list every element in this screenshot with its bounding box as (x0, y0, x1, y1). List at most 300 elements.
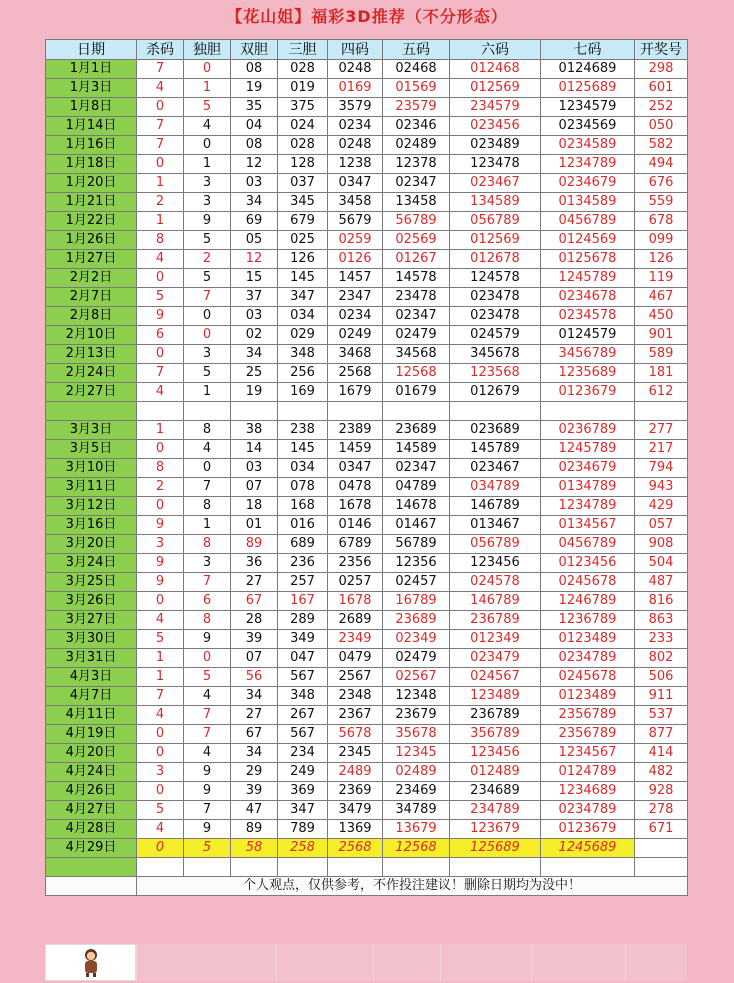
value-cell: 23478 (383, 288, 450, 307)
value-cell: 012468 (450, 60, 541, 79)
table-row (46, 440, 688, 459)
value-cell: 1 (137, 668, 184, 687)
value-cell: 2356789 (541, 706, 635, 725)
value-cell: 537 (635, 706, 688, 725)
table-row (46, 155, 688, 174)
value-cell: 0 (137, 269, 184, 288)
value-cell: 2 (137, 478, 184, 497)
value-cell: 1234567 (541, 744, 635, 763)
value-cell: 0146 (328, 516, 383, 535)
value-cell (278, 402, 328, 421)
value-cell: 02479 (383, 326, 450, 345)
value-cell: 504 (635, 554, 688, 573)
value-cell: 559 (635, 193, 688, 212)
value-cell: 39 (231, 782, 278, 801)
value-cell: 024567 (450, 668, 541, 687)
value-cell: 0478 (328, 478, 383, 497)
value-cell: 236789 (450, 706, 541, 725)
table-row (46, 782, 688, 801)
value-cell: 4 (137, 611, 184, 630)
value-cell: 012569 (450, 79, 541, 98)
value-cell: 2369 (328, 782, 383, 801)
value-cell: 023489 (450, 136, 541, 155)
value-cell: 0479 (328, 649, 383, 668)
value-cell: 0123679 (541, 383, 635, 402)
date-cell: 1月20日 (46, 174, 137, 193)
value-cell: 482 (635, 763, 688, 782)
date-cell: 2月27日 (46, 383, 137, 402)
table-row (46, 250, 688, 269)
value-cell: 12345 (383, 744, 450, 763)
value-cell: 789 (278, 820, 328, 839)
value-cell: 047 (278, 649, 328, 668)
date-cell: 3月20日 (46, 535, 137, 554)
value-cell: 267 (278, 706, 328, 725)
value-cell: 12378 (383, 155, 450, 174)
value-cell: 9 (137, 554, 184, 573)
value-cell: 9 (184, 212, 231, 231)
prediction-cell: 12568 (383, 839, 450, 858)
column-header: 杀码 (137, 40, 184, 60)
value-cell: 56789 (383, 212, 450, 231)
table-row (46, 60, 688, 79)
value-cell: 012489 (450, 763, 541, 782)
value-cell: 025 (278, 231, 328, 250)
value-cell: 23579 (383, 98, 450, 117)
date-cell: 4月11日 (46, 706, 137, 725)
value-cell (541, 402, 635, 421)
date-cell: 3月12日 (46, 497, 137, 516)
value-cell: 0234679 (541, 459, 635, 478)
value-cell: 0 (137, 155, 184, 174)
table-row (46, 573, 688, 592)
value-cell: 024578 (450, 573, 541, 592)
column-header: 五码 (383, 40, 450, 60)
value-cell: 0234678 (541, 288, 635, 307)
value-cell: 467 (635, 288, 688, 307)
value-cell: 236 (278, 554, 328, 573)
value-cell: 1234789 (541, 497, 635, 516)
value-cell: 1 (137, 174, 184, 193)
value-cell: 1457 (328, 269, 383, 288)
value-cell: 123679 (450, 820, 541, 839)
value-cell: 298 (635, 60, 688, 79)
value-cell: 0 (137, 744, 184, 763)
value-cell: 89 (231, 820, 278, 839)
empty-cell (137, 858, 184, 877)
value-cell: 1678 (328, 497, 383, 516)
value-cell: 567 (278, 668, 328, 687)
value-cell: 0 (137, 98, 184, 117)
value-cell: 0234578 (541, 307, 635, 326)
value-cell: 47 (231, 801, 278, 820)
value-cell: 012678 (450, 250, 541, 269)
value-cell: 145 (278, 269, 328, 288)
value-cell: 12348 (383, 687, 450, 706)
value-cell: 5 (137, 288, 184, 307)
prediction-cell: 1245689 (541, 839, 635, 858)
value-cell: 0236789 (541, 421, 635, 440)
value-cell: 582 (635, 136, 688, 155)
value-cell: 27 (231, 573, 278, 592)
value-cell: 0 (137, 592, 184, 611)
value-cell: 0234789 (541, 649, 635, 668)
value-cell: 3 (137, 535, 184, 554)
value-cell: 1234579 (541, 98, 635, 117)
disclaimer-text: 个人观点，仅供参考，不作投注建议！删除日期均为没中！ (137, 877, 688, 896)
value-cell: 028 (278, 60, 328, 79)
value-cell: 013467 (450, 516, 541, 535)
table-row (46, 212, 688, 231)
value-cell: 0126 (328, 250, 383, 269)
table-row (46, 592, 688, 611)
table-row (46, 79, 688, 98)
date-cell: 1月3日 (46, 79, 137, 98)
value-cell: 0248 (328, 136, 383, 155)
value-cell: 494 (635, 155, 688, 174)
date-cell: 4月3日 (46, 668, 137, 687)
value-cell: 145 (278, 440, 328, 459)
table-row (46, 497, 688, 516)
date-cell: 4月29日 (46, 839, 137, 858)
value-cell: 2568 (328, 364, 383, 383)
column-header: 独胆 (184, 40, 231, 60)
value-cell: 07 (231, 478, 278, 497)
value-cell: 2356 (328, 554, 383, 573)
value-cell: 802 (635, 649, 688, 668)
value-cell: 252 (635, 98, 688, 117)
value-cell: 0 (184, 326, 231, 345)
value-cell: 901 (635, 326, 688, 345)
date-cell: 3月26日 (46, 592, 137, 611)
value-cell: 2367 (328, 706, 383, 725)
date-cell: 1月18日 (46, 155, 137, 174)
value-cell: 4 (137, 79, 184, 98)
value-cell: 023467 (450, 174, 541, 193)
value-cell: 12356 (383, 554, 450, 573)
value-cell: 037 (278, 174, 328, 193)
value-cell: 0456789 (541, 212, 635, 231)
value-cell: 3 (184, 345, 231, 364)
value-cell: 0125678 (541, 250, 635, 269)
page-title: 【花山姐】福彩3D推荐（不分形态） (226, 7, 508, 26)
value-cell: 08 (231, 136, 278, 155)
table-row (46, 269, 688, 288)
value-cell: 7 (184, 725, 231, 744)
value-cell: 289 (278, 611, 328, 630)
value-cell: 9 (184, 782, 231, 801)
value-cell: 0 (137, 345, 184, 364)
value-cell: 69 (231, 212, 278, 231)
value-cell: 08 (231, 60, 278, 79)
table-row (46, 117, 688, 136)
value-cell: 02347 (383, 174, 450, 193)
prediction-row (46, 839, 688, 858)
empty-row (46, 858, 688, 877)
prediction-cell (635, 839, 688, 858)
empty-cell (231, 858, 278, 877)
value-cell: 4 (184, 687, 231, 706)
value-cell: 14589 (383, 440, 450, 459)
value-cell: 7 (137, 60, 184, 79)
empty-cell (136, 944, 276, 981)
value-cell: 3579 (328, 98, 383, 117)
value-cell: 233 (635, 630, 688, 649)
value-cell: 057 (635, 516, 688, 535)
value-cell: 612 (635, 383, 688, 402)
empty-cell (276, 944, 373, 981)
date-cell: 2月10日 (46, 326, 137, 345)
table-row (46, 744, 688, 763)
value-cell: 34 (231, 744, 278, 763)
value-cell: 01569 (383, 79, 450, 98)
value-cell (184, 402, 231, 421)
value-cell: 03 (231, 307, 278, 326)
empty-cell (450, 858, 541, 877)
table-row (46, 478, 688, 497)
value-cell: 0124789 (541, 763, 635, 782)
value-cell: 689 (278, 535, 328, 554)
value-cell: 14678 (383, 497, 450, 516)
value-cell: 450 (635, 307, 688, 326)
value-cell: 099 (635, 231, 688, 250)
value-cell: 02479 (383, 649, 450, 668)
empty-cell (531, 944, 625, 981)
value-cell: 0 (184, 307, 231, 326)
value-cell: 217 (635, 440, 688, 459)
value-cell: 16789 (383, 592, 450, 611)
value-cell: 034 (278, 459, 328, 478)
value-cell: 123456 (450, 744, 541, 763)
value-cell: 12 (231, 155, 278, 174)
value-cell: 1 (184, 155, 231, 174)
value-cell: 0234679 (541, 174, 635, 193)
value-cell: 7 (137, 117, 184, 136)
value-cell: 01267 (383, 250, 450, 269)
value-cell: 123489 (450, 687, 541, 706)
table-header-row (46, 40, 688, 60)
value-cell: 0234789 (541, 801, 635, 820)
table-row (46, 193, 688, 212)
value-cell: 9 (184, 820, 231, 839)
value-cell: 877 (635, 725, 688, 744)
value-cell: 2347 (328, 288, 383, 307)
value-cell: 119 (635, 269, 688, 288)
date-cell: 4月19日 (46, 725, 137, 744)
value-cell: 0123489 (541, 687, 635, 706)
value-cell: 23679 (383, 706, 450, 725)
value-cell: 5679 (328, 212, 383, 231)
value-cell: 3 (137, 763, 184, 782)
value-cell: 02489 (383, 136, 450, 155)
value-cell: 0245678 (541, 573, 635, 592)
value-cell: 167 (278, 592, 328, 611)
value-cell: 03 (231, 174, 278, 193)
value-cell: 0234589 (541, 136, 635, 155)
value-cell: 2 (184, 250, 231, 269)
table-row (46, 288, 688, 307)
prediction-cell: 5 (184, 839, 231, 858)
table-row (46, 763, 688, 782)
value-cell (137, 402, 184, 421)
avatar-image (45, 944, 136, 981)
date-cell: 4月20日 (46, 744, 137, 763)
date-cell: 3月30日 (46, 630, 137, 649)
value-cell: 567 (278, 725, 328, 744)
value-cell: 506 (635, 668, 688, 687)
value-cell: 1245789 (541, 269, 635, 288)
value-cell: 39 (231, 630, 278, 649)
value-cell: 023478 (450, 307, 541, 326)
value-cell: 9 (184, 630, 231, 649)
value-cell: 5 (137, 801, 184, 820)
empty-cell (635, 858, 688, 877)
value-cell: 234579 (450, 98, 541, 117)
value-cell: 5 (184, 269, 231, 288)
value-cell: 0234 (328, 307, 383, 326)
column-header: 日期 (46, 40, 137, 60)
value-cell: 02569 (383, 231, 450, 250)
value-cell: 5 (184, 98, 231, 117)
value-cell: 589 (635, 345, 688, 364)
value-cell: 56 (231, 668, 278, 687)
value-cell: 34 (231, 687, 278, 706)
value-cell: 016 (278, 516, 328, 535)
table-row (46, 649, 688, 668)
value-cell: 23469 (383, 782, 450, 801)
value-cell: 34789 (383, 801, 450, 820)
value-cell: 128 (278, 155, 328, 174)
value-cell: 0 (184, 136, 231, 155)
value-cell: 277 (635, 421, 688, 440)
value-cell: 134589 (450, 193, 541, 212)
date-cell: 1月16日 (46, 136, 137, 155)
value-cell: 7 (184, 801, 231, 820)
value-cell: 8 (137, 231, 184, 250)
empty-cell (373, 944, 440, 981)
table-row (46, 611, 688, 630)
value-cell: 050 (635, 117, 688, 136)
value-cell: 234789 (450, 801, 541, 820)
value-cell: 0234 (328, 117, 383, 136)
value-cell: 794 (635, 459, 688, 478)
value-cell: 487 (635, 573, 688, 592)
empty-cell (184, 858, 231, 877)
empty-cell (328, 858, 383, 877)
value-cell: 4 (137, 820, 184, 839)
value-cell: 7 (184, 478, 231, 497)
value-cell: 023456 (450, 117, 541, 136)
value-cell: 278 (635, 801, 688, 820)
value-cell: 19 (231, 79, 278, 98)
value-cell: 2345 (328, 744, 383, 763)
value-cell: 13458 (383, 193, 450, 212)
value-cell: 816 (635, 592, 688, 611)
table-row (46, 706, 688, 725)
value-cell: 0234569 (541, 117, 635, 136)
value-cell: 04 (231, 117, 278, 136)
value-cell: 2349 (328, 630, 383, 649)
date-cell: 3月16日 (46, 516, 137, 535)
bottom-strip (45, 944, 687, 981)
date-cell (46, 877, 137, 896)
value-cell: 5 (184, 231, 231, 250)
table-row (46, 364, 688, 383)
value-cell: 019 (278, 79, 328, 98)
value-cell: 67 (231, 725, 278, 744)
value-cell: 181 (635, 364, 688, 383)
date-cell: 2月8日 (46, 307, 137, 326)
value-cell: 02347 (383, 459, 450, 478)
value-cell: 15 (231, 269, 278, 288)
value-cell: 2689 (328, 611, 383, 630)
value-cell: 05 (231, 231, 278, 250)
value-cell: 34 (231, 345, 278, 364)
value-cell: 0 (137, 725, 184, 744)
date-cell: 2月24日 (46, 364, 137, 383)
date-cell (46, 858, 137, 877)
value-cell: 256 (278, 364, 328, 383)
value-cell: 7 (137, 364, 184, 383)
table-row (46, 174, 688, 193)
date-cell: 4月28日 (46, 820, 137, 839)
value-cell: 0245678 (541, 668, 635, 687)
value-cell: 35678 (383, 725, 450, 744)
value-cell: 8 (184, 421, 231, 440)
blank-row (46, 402, 688, 421)
value-cell: 347 (278, 801, 328, 820)
table-row (46, 98, 688, 117)
value-cell: 1 (137, 212, 184, 231)
value-cell: 124578 (450, 269, 541, 288)
value-cell: 56789 (383, 535, 450, 554)
table-row (46, 326, 688, 345)
value-cell: 19 (231, 383, 278, 402)
value-cell: 347 (278, 288, 328, 307)
value-cell: 2489 (328, 763, 383, 782)
date-cell: 1月26日 (46, 231, 137, 250)
value-cell: 345678 (450, 345, 541, 364)
column-header: 四码 (328, 40, 383, 60)
value-cell: 249 (278, 763, 328, 782)
value-cell: 1678 (328, 592, 383, 611)
value-cell: 123478 (450, 155, 541, 174)
value-cell: 012679 (450, 383, 541, 402)
value-cell: 18 (231, 497, 278, 516)
value-cell: 257 (278, 573, 328, 592)
value-cell: 37 (231, 288, 278, 307)
date-cell: 1月21日 (46, 193, 137, 212)
value-cell: 0124579 (541, 326, 635, 345)
table-row (46, 535, 688, 554)
date-cell: 4月27日 (46, 801, 137, 820)
value-cell: 348 (278, 345, 328, 364)
empty-cell (278, 858, 328, 877)
value-cell: 1 (184, 516, 231, 535)
value-cell: 168 (278, 497, 328, 516)
prediction-cell: 258 (278, 839, 328, 858)
value-cell: 5678 (328, 725, 383, 744)
column-header: 六码 (450, 40, 541, 60)
table-row (46, 459, 688, 478)
value-cell: 3 (184, 193, 231, 212)
value-cell: 02489 (383, 763, 450, 782)
table-row (46, 668, 688, 687)
value-cell: 908 (635, 535, 688, 554)
value-cell: 0 (137, 782, 184, 801)
value-cell: 02 (231, 326, 278, 345)
date-cell: 3月10日 (46, 459, 137, 478)
